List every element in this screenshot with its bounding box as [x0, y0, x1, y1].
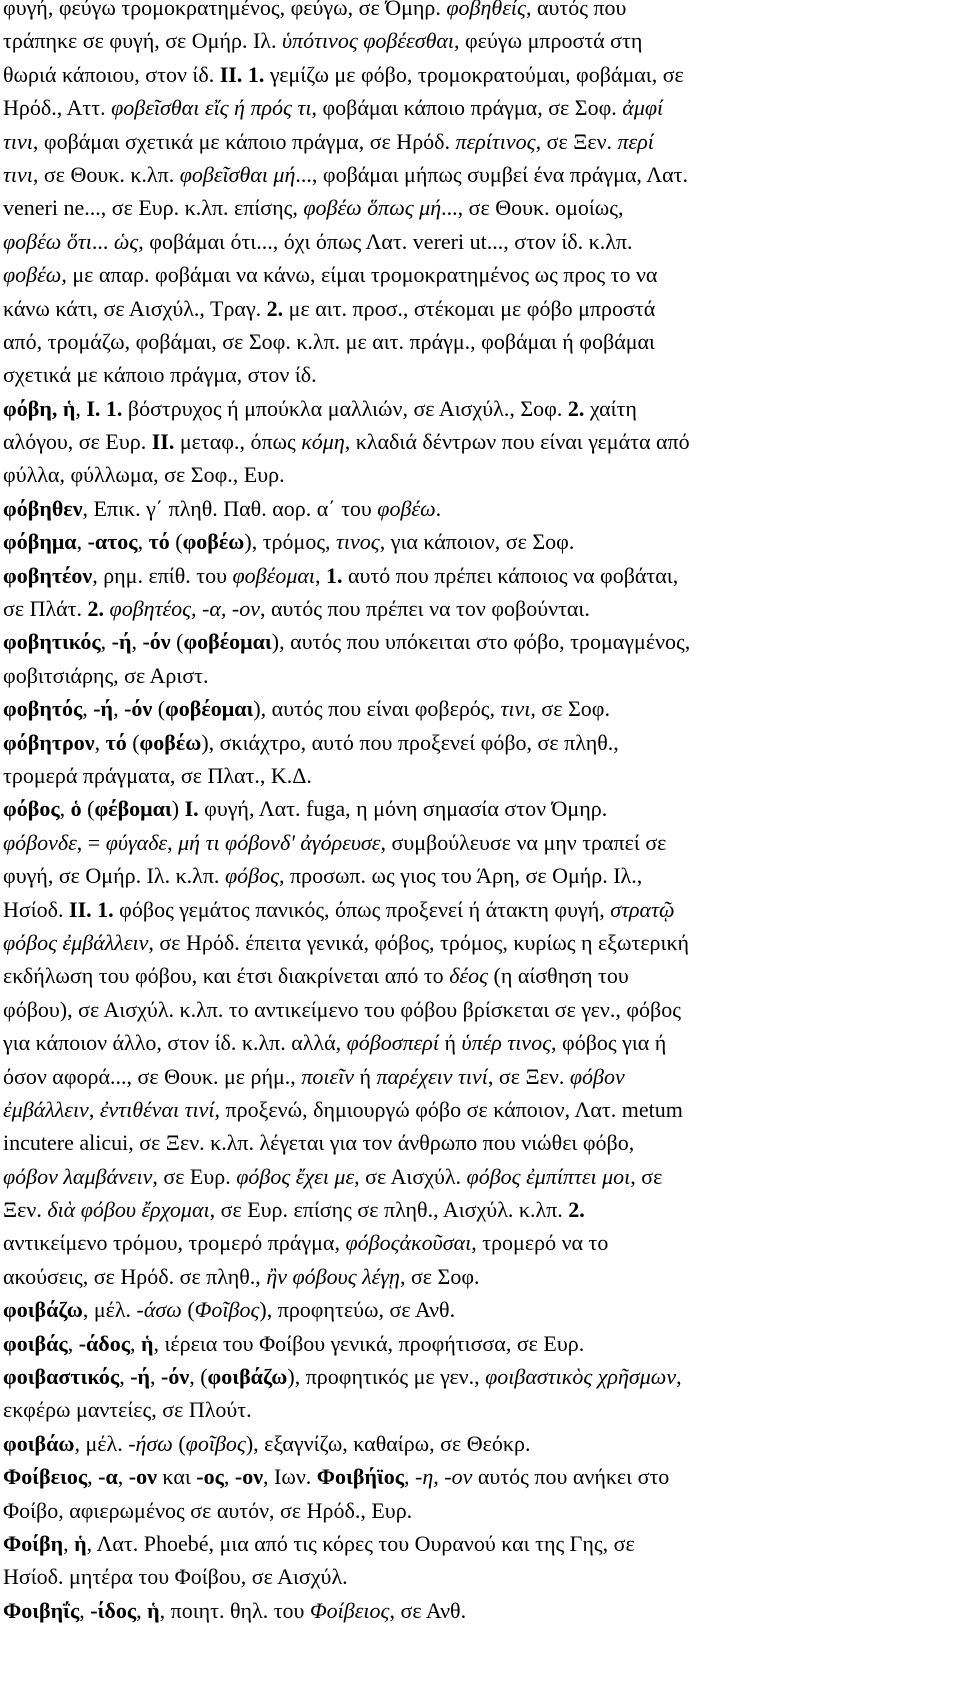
italic-term: φόβοςἀκοῦσαι	[345, 1230, 472, 1256]
italic-term: ἢν φόβους λέγῃ	[266, 1263, 400, 1289]
headword: Φοίβη	[3, 1530, 64, 1556]
text-line	[3, 1160, 946, 1193]
headword: -ίδος	[90, 1597, 137, 1623]
headword: φόβος	[3, 796, 60, 822]
definition-text: ,	[315, 562, 327, 588]
headword: -ος	[196, 1464, 224, 1490]
definition-text: , κλαδιά δέντρων που είναι γεμάτα από	[344, 429, 690, 455]
text-line	[3, 58, 946, 91]
definition-text: , Ιων.	[263, 1464, 317, 1490]
text-line	[3, 1360, 946, 1393]
headword: -ατος	[87, 529, 138, 555]
text-line	[3, 993, 946, 1026]
text-line	[3, 225, 946, 258]
italic-term: διὰ φόβου ἔρχομαι	[47, 1197, 210, 1223]
text-line	[3, 926, 946, 959]
definition-text: , φόβος για ή	[551, 1030, 667, 1056]
definition-text: , σε Ευρ.	[152, 1163, 237, 1189]
headword: I. 1.	[86, 395, 123, 421]
definition-text: , Λατ. Phoebé, μια από τις κόρες του Ουρανού και της Γης, σε	[86, 1530, 635, 1556]
definition-text: ,	[88, 1096, 100, 1122]
text-line	[3, 492, 946, 525]
text-line	[3, 1226, 946, 1259]
definition-text: ), σκιάχτρο, αυτό που προξενεί φόβο, σε πληθ.,	[201, 729, 619, 755]
definition-text: , φοβάμαι κάποιο πράγμα, σε Σοφ.	[311, 95, 623, 121]
definition-text: , σε Ξεν.	[535, 128, 618, 154]
definition-text: φυγή, φεύγω τρομοκρατημένος, φεύγω, σε Όμηρ.	[3, 0, 447, 20]
definition-text: ,	[433, 1464, 445, 1490]
definition-text: ,	[63, 1530, 75, 1556]
definition-text: ,	[136, 1597, 148, 1623]
definition-text: ...	[91, 228, 114, 254]
definition-text: ,	[404, 1464, 416, 1490]
italic-term: περίτινος	[455, 128, 536, 154]
headword: -όν	[142, 629, 171, 655]
text-line	[3, 1193, 946, 1226]
headword: φοβητικός	[3, 629, 101, 655]
text-line	[3, 1393, 946, 1426]
headword: II. 1.	[219, 61, 265, 87]
definition-text: , σε Ανθ.	[389, 1597, 467, 1623]
text-line	[3, 726, 946, 759]
italic-term: φοβητέος, -α, -ον	[109, 596, 261, 622]
definition-text: φυγή, σε Ομήρ. Ιλ. κ.λπ.	[3, 863, 225, 889]
headword: -ή	[111, 629, 132, 655]
italic-term: φόβος ἐμπίπτει μοι	[466, 1163, 631, 1189]
text-line	[3, 1260, 946, 1293]
definition-text: ,	[117, 1464, 129, 1490]
headword: -άδος	[78, 1330, 131, 1356]
definition-text: φόβου), σε Αισχύλ. κ.λπ. το αντικείμενο του φόβου βρίσκεται σε γεν., φόβος	[3, 996, 681, 1022]
text-line	[3, 959, 946, 992]
headword: φοιβάζω	[207, 1364, 288, 1390]
text-line	[3, 792, 946, 825]
text-line	[3, 1327, 946, 1360]
italic-term: δέος	[449, 963, 489, 989]
italic-term: Φοῖβος	[194, 1297, 260, 1323]
definition-text: σχετικά με κάποιο πράγμα, στον ίδ.	[3, 362, 317, 388]
headword: 2.	[87, 596, 105, 622]
definition-text: ,	[130, 1330, 142, 1356]
text-line	[3, 859, 946, 892]
text-line	[3, 392, 946, 425]
italic-term: παρέχειν τινί	[376, 1063, 488, 1089]
definition-text: χαίτη	[584, 395, 637, 421]
italic-term: φοῖβος	[185, 1430, 246, 1456]
headword: -όν	[124, 696, 153, 722]
definition-text: , σε Θουκ. κ.λπ.	[32, 161, 180, 187]
definition-text: αυτό που πρέπει κάποιος να φοβάται,	[342, 562, 679, 588]
definition-text: (η αίσθηση του	[488, 963, 629, 989]
definition-text: ,	[76, 529, 88, 555]
definition-text: ,	[113, 696, 125, 722]
definition-text: σε Πλάτ.	[3, 596, 88, 622]
italic-term: μή τι φόβονδ' ἀγόρευσε	[178, 829, 381, 855]
definition-text: ,	[150, 1364, 162, 1390]
text-line	[3, 0, 946, 24]
headword: -ον	[128, 1464, 157, 1490]
definition-text: θωριά κάποιου, στον ίδ.	[3, 61, 220, 87]
definition-text: , φοβάμαι σχετικά με κάποιο πράγμα, σε Ηρόδ.	[32, 128, 456, 154]
italic-term: φόβον λαμβάνειν	[3, 1163, 153, 1189]
text-line	[3, 1594, 946, 1627]
text-line	[3, 592, 946, 625]
italic-term: φοιβαστικὸς χρῆσμων	[485, 1364, 677, 1390]
headword: φοβητέον	[3, 562, 93, 588]
italic-term: -ον	[444, 1464, 473, 1490]
headword: Φοίβειος	[3, 1464, 88, 1490]
definition-text: (	[181, 1297, 195, 1323]
headword: Φοιβηΐς	[3, 1597, 80, 1623]
definition-text: , για κάποιον, σε Σοφ.	[379, 529, 575, 555]
italic-term: φοβέω	[377, 495, 436, 521]
headword: φοβέω	[139, 729, 202, 755]
definition-text: φυγή, Λατ. fuga, η μόνη σημασία στον Όμηρ.	[198, 796, 608, 822]
headword: II.	[151, 429, 175, 455]
definition-text: ,	[676, 1364, 682, 1390]
italic-term: τινι	[3, 161, 33, 187]
italic-term: -άσω	[136, 1297, 182, 1323]
headword: -ον	[234, 1464, 264, 1490]
definition-text: (	[169, 529, 183, 555]
headword: ἡ	[141, 1330, 154, 1356]
definition-text: ,	[82, 696, 94, 722]
text-line	[3, 125, 946, 158]
italic-term: φοβηθείς	[446, 0, 526, 20]
headword: τό	[148, 529, 170, 555]
definition-text: ,	[67, 1330, 79, 1356]
italic-term: στρατῷ	[610, 896, 675, 922]
headword: φοβέομαι	[165, 696, 254, 722]
definition-text: ), τρόμος,	[244, 529, 337, 555]
definition-text: αλόγου, σε Ευρ.	[3, 429, 152, 455]
headword: φόβητρον	[3, 729, 95, 755]
definition-text: incutere alicui, σε Ξεν. κ.λπ. λέγεται για τον άνθρωπο που νιώθει φόβο,	[3, 1130, 635, 1156]
italic-term: φοβέομαι	[232, 562, 316, 588]
text-line	[3, 525, 946, 558]
headword: I.	[184, 796, 199, 822]
text-line	[3, 458, 946, 491]
definition-text: με αιτ. προσ., στέκομαι με φόβο μπροστά	[283, 295, 656, 321]
text-line	[3, 759, 946, 792]
text-line	[3, 625, 946, 658]
definition-text: ,	[223, 1464, 235, 1490]
italic-term: ἀμφί	[622, 95, 664, 121]
definition-text: veneri ne..., σε Ευρ. κ.λπ. επίσης,	[3, 195, 304, 221]
definition-text: ,	[131, 629, 143, 655]
text-line	[3, 559, 946, 592]
italic-term: ποιεῖν	[301, 1063, 354, 1089]
definition-text: , σε Σοφ.	[530, 696, 610, 722]
definition-text: , τρομερό να το	[471, 1230, 609, 1256]
italic-term: φοβέω ὅτι	[3, 228, 92, 254]
headword: φόβη, ἡ	[3, 395, 76, 421]
text-line	[3, 692, 946, 725]
headword: φοιβάς	[3, 1330, 68, 1356]
definition-text: ,	[94, 729, 106, 755]
headword: φόβηθεν	[3, 495, 83, 521]
definition-text: εκδήλωση του φόβου, και έτσι διακρίνεται από το	[3, 963, 450, 989]
definition-text: εκφέρω μαντείες, σε Πλούτ.	[3, 1397, 252, 1423]
definition-text: τράπηκε σε φυγή, σε Ομήρ. Ιλ.	[3, 28, 282, 54]
definition-text: ,	[75, 395, 87, 421]
definition-text: βόστρυχος ή μπούκλα μαλλιών, σε Αισχύλ., Σοφ.	[122, 395, 568, 421]
text-line	[3, 258, 946, 291]
italic-term: περί	[617, 128, 654, 154]
italic-term: φόβος ἐμβάλλειν	[3, 929, 149, 955]
text-line	[3, 1460, 946, 1493]
headword: ἡ	[74, 1530, 87, 1556]
headword: 2.	[567, 395, 585, 421]
definition-text: τρομερά πράγματα, σε Πλατ., Κ.Δ.	[3, 762, 312, 788]
definition-text: , φεύγω μπροστά στη	[454, 28, 643, 54]
headword: φοβέομαι	[183, 629, 272, 655]
definition-text: από, τρομάζω, φοβάμαι, σε Σοφ. κ.λπ. με αιτ. πράγμ., φοβάμαι ή φοβάμαι	[3, 328, 655, 354]
definition-text: , σε Σοφ.	[399, 1263, 480, 1289]
definition-text: , συμβούλευσε να μην τραπεί σε	[380, 829, 667, 855]
definition-text: Ξεν.	[3, 1197, 48, 1223]
text-line	[3, 191, 946, 224]
definition-text: Ησίοδ.	[3, 896, 70, 922]
definition-text: φύλλα, φύλλωμα, σε Σοφ., Ευρ.	[3, 462, 285, 488]
definition-text: , σε Αισχύλ.	[354, 1163, 467, 1189]
headword: φοβέω	[182, 529, 245, 555]
definition-text: κάνω κάτι, σε Αισχύλ., Τραγ.	[3, 295, 267, 321]
text-line	[3, 425, 946, 458]
headword: φόβημα	[3, 529, 77, 555]
italic-term: φόβος ἔχει με	[236, 1163, 355, 1189]
definition-text: ), αυτός που είναι φοβερός,	[253, 696, 501, 722]
definition-text: (	[126, 729, 140, 755]
definition-text: , με απαρ. φοβάμαι να κάνω, είμαι τρομοκρατημένος ως προς το να	[61, 262, 658, 288]
text-line	[3, 1060, 946, 1093]
italic-term: ὑπέρ τινος	[461, 1030, 551, 1056]
definition-text: ακούσεις, σε Ηρόδ. σε πληθ.,	[3, 1263, 267, 1289]
definition-text: φοβιτσιάρης, σε Αριστ.	[3, 662, 209, 688]
italic-term: φόβοσπερί	[346, 1030, 439, 1056]
italic-term: -ήσω	[128, 1430, 173, 1456]
definition-text: ,	[100, 629, 112, 655]
definition-text: )	[171, 796, 185, 822]
headword: 2.	[266, 295, 284, 321]
italic-term: τινος	[336, 529, 380, 555]
text-line	[3, 1494, 946, 1527]
headword: -ή	[130, 1364, 151, 1390]
definition-text: φόβος γεμάτος πανικός, όπως προξενεί ή άτακτη φυγή,	[113, 896, 611, 922]
definition-text: , προσωπ. ως γιος του Άρη, σε Ομήρ. Ιλ.,	[279, 863, 643, 889]
italic-term: ἐμβάλλειν	[3, 1096, 89, 1122]
italic-term: φόβος	[224, 863, 279, 889]
definition-text: ,	[79, 1597, 91, 1623]
definition-text: (	[172, 1430, 186, 1456]
definition-text: , σε Ηρόδ. έπειτα γενικά, φόβος, τρόμος, κυρίως η εξωτερική	[148, 929, 690, 955]
italic-term: φοβεῖσθαι εἴς ή πρός τι	[111, 95, 312, 121]
text-line	[3, 1560, 946, 1593]
definition-text: ..., φοβάμαι μήπως συμβεί ένα πράγμα, Λατ.	[295, 161, 689, 187]
text-line	[3, 91, 946, 124]
definition-text: , μέλ.	[74, 1430, 129, 1456]
definition-text: .	[435, 495, 442, 521]
text-line	[3, 1293, 946, 1326]
headword: II. 1.	[69, 896, 114, 922]
definition-text: ,	[59, 796, 71, 822]
headword: 2.	[568, 1197, 585, 1223]
definition-text: , ρημ. επίθ. του	[92, 562, 233, 588]
definition-text: μεταφ., όπως	[174, 429, 302, 455]
definition-text: (	[152, 696, 166, 722]
text-line	[3, 358, 946, 391]
definition-text: (	[170, 629, 184, 655]
definition-text: , μέλ.	[82, 1297, 137, 1323]
text-line	[3, 24, 946, 57]
definition-text: , =	[76, 829, 106, 855]
definition-text: Φοίβο, αφιερωμένος σε αυτόν, σε Ηρόδ., Ευρ.	[3, 1497, 413, 1523]
italic-term: -η	[415, 1464, 434, 1490]
definition-text: , προξενώ, δημιουργώ φόβο σε κάποιον, Λατ. metum	[214, 1096, 683, 1122]
definition-text: , σε Ξεν.	[487, 1063, 570, 1089]
text-line	[3, 325, 946, 358]
definition-text: αυτός που ανήκει στο	[472, 1464, 670, 1490]
definition-text: ), προφητεύω, σε Ανθ.	[259, 1297, 456, 1323]
headword: ἡ	[147, 1597, 160, 1623]
italic-term: φοβεῖσθαι μή	[179, 161, 296, 187]
italic-term: τινι	[500, 696, 531, 722]
text-line	[3, 1026, 946, 1059]
italic-term: φύγαδε	[105, 829, 168, 855]
definition-text: ,	[119, 1364, 131, 1390]
text-line	[3, 826, 946, 859]
definition-text: ), εξαγνίζω, καθαίρω, σε Θεόκρ.	[245, 1430, 531, 1456]
italic-term: φόβον	[569, 1063, 625, 1089]
definition-text: ή	[438, 1030, 462, 1056]
headword: τό	[105, 729, 127, 755]
headword: ὁ	[70, 796, 82, 822]
definition-text: , σε	[630, 1163, 663, 1189]
definition-text: ), αυτός που υπόκειται στο φόβο, τρομαγμένος,	[271, 629, 691, 655]
italic-term: ὡς	[113, 228, 139, 254]
definition-text: και	[156, 1464, 197, 1490]
text-line	[3, 158, 946, 191]
headword: Φοιβήϊος	[316, 1464, 405, 1490]
headword: φέβομαι	[94, 796, 172, 822]
definition-text: Ησίοδ. μητέρα του Φοίβου, σε Αισχύλ.	[3, 1564, 348, 1590]
definition-text: , Επικ. γ΄ πληθ. Παθ. αορ. α΄ του	[82, 495, 378, 521]
definition-text: , ποιητ. θηλ. του	[159, 1597, 310, 1623]
headword: φοιβάζω	[3, 1297, 83, 1323]
definition-text: ,	[87, 1464, 99, 1490]
text-line	[3, 1527, 946, 1560]
headword: 1.	[326, 562, 343, 588]
definition-text: Ηρόδ., Αττ.	[3, 95, 112, 121]
definition-text: ), προφητικός με γεν.,	[287, 1364, 486, 1390]
definition-text: , σε Ευρ. επίσης σε πληθ., Αισχύλ. κ.λπ.	[209, 1197, 569, 1223]
italic-term: φοβέω	[3, 262, 62, 288]
italic-term: ὑπότινος φοβέεσθαι	[281, 28, 455, 54]
headword: φοιβάω	[3, 1430, 75, 1456]
text-line	[3, 659, 946, 692]
italic-term: Φοίβειος	[309, 1597, 390, 1623]
italic-term: φοβέω ὅπως μή	[303, 195, 442, 221]
definition-text: , φοβάμαι ότι..., όχι όπως Λατ. vereri ut..., στον ίδ. κ.λπ.	[138, 228, 633, 254]
definition-text: ή	[354, 1063, 377, 1089]
text-line	[3, 1093, 946, 1126]
italic-term: φόβονδε	[3, 829, 77, 855]
definition-text: ,	[137, 529, 149, 555]
headword: -ή	[93, 696, 114, 722]
text-line	[3, 1427, 946, 1460]
headword: -όν	[161, 1364, 190, 1390]
definition-text: , ιέρεια του Φοίβου γενικά, προφήτισσα, σε Ευρ.	[153, 1330, 585, 1356]
italic-term: τινι	[3, 128, 33, 154]
definition-text: , αυτός που	[525, 0, 627, 20]
definition-text: , (	[189, 1364, 208, 1390]
headword: φοβητός	[3, 696, 83, 722]
definition-text: όσον αφορά..., σε Θουκ. με ρήμ.,	[3, 1063, 302, 1089]
headword: -α	[98, 1464, 118, 1490]
definition-text: (	[81, 796, 95, 822]
text-line	[3, 292, 946, 325]
headword: φοιβαστικός	[3, 1364, 120, 1390]
definition-text: γεμίζω με φόβο, τρομοκρατούμαι, φοβάμαι, σε	[264, 61, 684, 87]
text-line	[3, 1126, 946, 1159]
definition-text: ,	[167, 829, 179, 855]
definition-text: για κάποιον άλλο, στον ίδ. κ.λπ. αλλά,	[3, 1030, 347, 1056]
italic-term: κόμη	[301, 429, 345, 455]
italic-term: ἐντιθέναι τινί	[99, 1096, 215, 1122]
definition-text: ..., σε Θουκ. ομοίως,	[441, 195, 624, 221]
definition-text: αντικείμενο τρόμου, τρομερό πράγμα,	[3, 1230, 346, 1256]
definition-text: , αυτός που πρέπει να τον φοβούνται.	[260, 596, 590, 622]
text-line	[3, 893, 946, 926]
